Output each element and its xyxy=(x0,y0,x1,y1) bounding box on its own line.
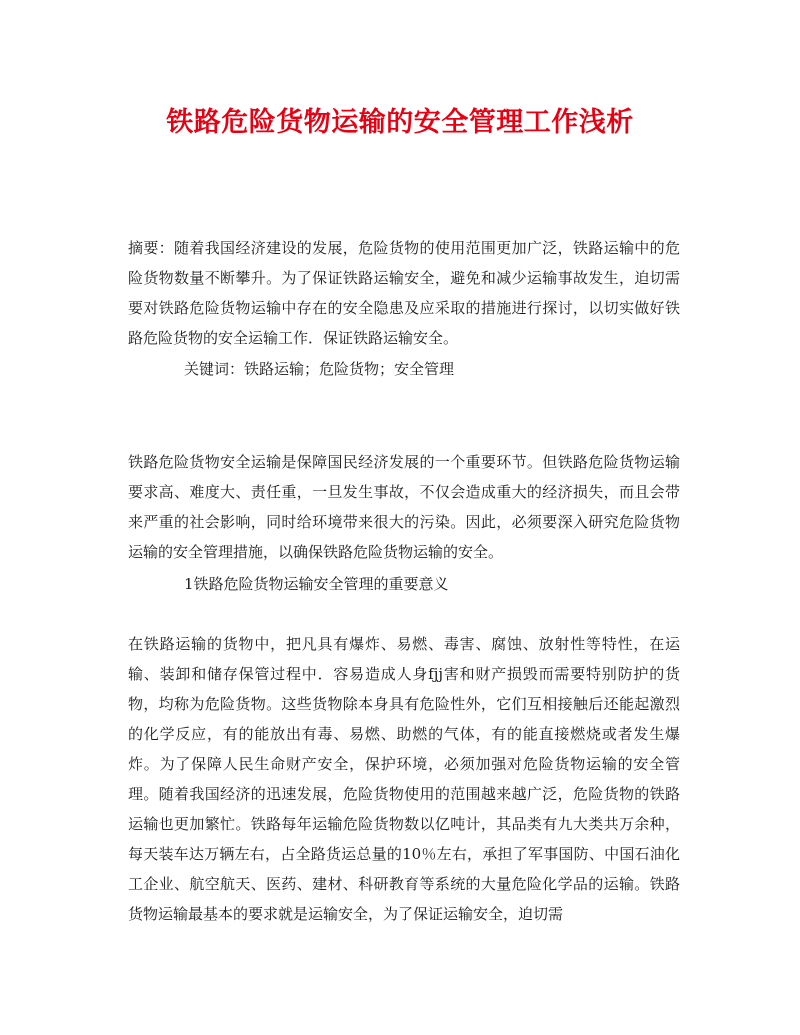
document-title: 铁路危险货物运输的安全管理工作浅析 xyxy=(166,107,634,138)
section-1-heading: 1铁路危险货物运输安全管理的重要意义 xyxy=(184,575,449,593)
abstract-paragraph: 摘要：随着我国经济建设的发展，危险货物的使用范围更加广泛，铁路运输中的危险货物数量不断攀升。为了保证铁路运输安全，避免和减少运输事故发生，迫切需要对铁路危险货物运输中存在的安全隐患及应采取的措施进行探讨，以切实做好铁路危险货物的安全运输工作．保证铁路运输安全。 xyxy=(128,239,680,347)
intro-paragraph: 铁路危险货物安全运输是保障国民经济发展的一个重要环节。但铁路危险货物运输要求高、难度大、责任重，一旦发生事故，不仅会造成重大的经济损失，而且会带来严重的社会影响，同时给环境带来很大的污染。因此，必须要深入研究危险货物运输的安全管理措施，以确保铁路危险货物运输的安全。 xyxy=(128,453,680,561)
section-1-body: 在铁路运输的货物中，把凡具有爆炸、易燃、毒害、腐蚀、放射性等特性，在运输、装卸和储存保管过程中．容易造成人身fjj害和财产损毁而需要特别防护的货物，均称为危险货物。这些货物除本身具有危险性外，它们互相接触后还能起激烈的化学反应，有的能放出有毒、易燃、助燃的气体，有的能直接燃烧或者发生爆炸。为了保障人民生命财产安全，保护环境，必须加强对危险货物运输的安全管理。随着我国经济的迅速发展，危险货物使用的范围越来越广泛，危险货物的铁路运输也更加繁忙。铁路每年运输危险货物数以亿吨计，其品类有九大类共万余种，每天装车达万辆左右，占全路货运总量的10％左右，承担了军事国防、中国石油化工企业、航空航天、医药、建材、科研教育等系统的大量危险化学品的运输。铁路货物运输最基本的要求就是运输安全，为了保证运输安全，迫切需 xyxy=(128,635,680,923)
keywords-line: 关键词：铁路运输；危险货物；安全管理 xyxy=(184,360,455,378)
